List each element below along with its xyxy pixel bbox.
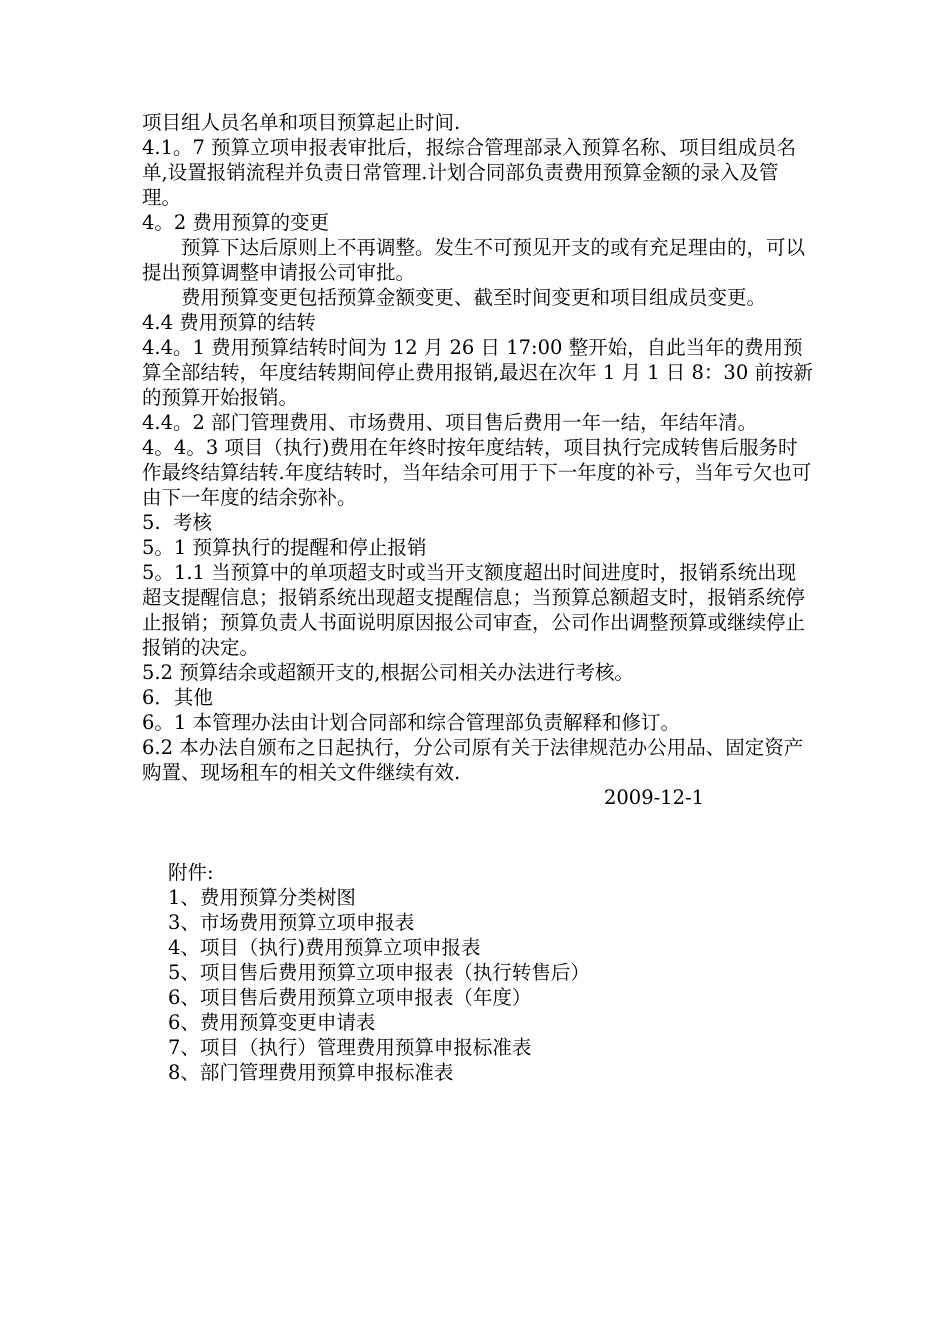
attachment-item: 8、部门管理费用预算申报标准表: [168, 1061, 454, 1084]
paragraph: 5。1.1 当预算中的单项超支时或当开支额度超出时间进度时，报销系统出现超支提醒信息；报销系统出现超支提醒信息；当预算总额超支时，报销系统停止报销；预算负责人书面说明原因报公司审查，公司作出调整预算或继续停止报销的决定。: [142, 561, 806, 659]
section-heading: 5. 考核: [142, 511, 213, 534]
paragraph: 项目组人员名单和项目预算起止时间.: [142, 111, 461, 134]
document-date: 2009-12-1: [603, 786, 704, 809]
attachment-item: 3、市场费用预算立项申报表: [168, 911, 415, 934]
attachment-item: 1、费用预算分类树图: [168, 886, 356, 909]
paragraph: 4.1。7 预算立项申报表审批后，报综合管理部录入预算名称、项目组成员名单,设置报销流程并负责日常管理.计划合同部负责费用预算金额的录入及管理。: [142, 136, 797, 209]
attachment-item: 6、项目售后费用预算立项申报表（年度）: [168, 986, 532, 1009]
section-heading: 5。1 预算执行的提醒和停止报销: [142, 536, 427, 559]
section-heading: 6．其他: [142, 686, 213, 709]
attachment-item: 6、费用预算变更申请表: [168, 1011, 376, 1034]
paragraph: 6.2 本办法自颁布之日起执行，分公司原有关于法律规范办公用品、固定资产购置、现场租车的相关文件继续有效.: [142, 736, 804, 784]
paragraph: 费用预算变更包括预算金额变更、截至时间变更和项目组成员变更。: [181, 286, 767, 309]
paragraph: 4。4。3 项目（执行)费用在年终时按年度结转，项目执行完成转售后服务时作最终结算结转.年度结转时，当年结余可用于下一年度的补亏，当年亏欠也可由下一年度的结余弥补。: [142, 436, 812, 509]
paragraph: 6。1 本管理办法由计划合同部和综合管理部负责解释和修订。: [142, 711, 681, 734]
paragraph: 4.4。1 费用预算结转时间为 12 月 26 日 17:00 整开始，自此当年的费用预算全部结转，年度结转期间停止费用报销,最迟在次年 1 月 1 日 8：30 前按新的预算开始报销。: [142, 336, 813, 409]
attachment-item: 7、项目（执行）管理费用预算申报标准表: [168, 1036, 532, 1059]
attachment-item: 4、项目（执行)费用预算立项申报表: [168, 936, 481, 959]
attachment-item: 5、项目售后费用预算立项申报表（执行转售后）: [168, 961, 590, 984]
attachments-title: 附件:: [168, 861, 214, 884]
attachments-list: [168, 860, 808, 1085]
paragraph: 5.2 预算结余或超额开支的,根据公司相关办法进行考核。: [142, 661, 634, 684]
section-heading: 4。2 费用预算的变更: [142, 211, 330, 234]
paragraph: 预算下达后原则上不再调整。发生不可预见开支的或有充足理由的，可以提出预算调整申请报公司审批。: [142, 236, 806, 284]
document-body: [142, 110, 814, 810]
paragraph: 4.4。2 部门管理费用、市场费用、项目售后费用一年一结，年结年清。: [142, 411, 758, 434]
section-heading: 4.4 费用预算的结转: [142, 311, 316, 334]
